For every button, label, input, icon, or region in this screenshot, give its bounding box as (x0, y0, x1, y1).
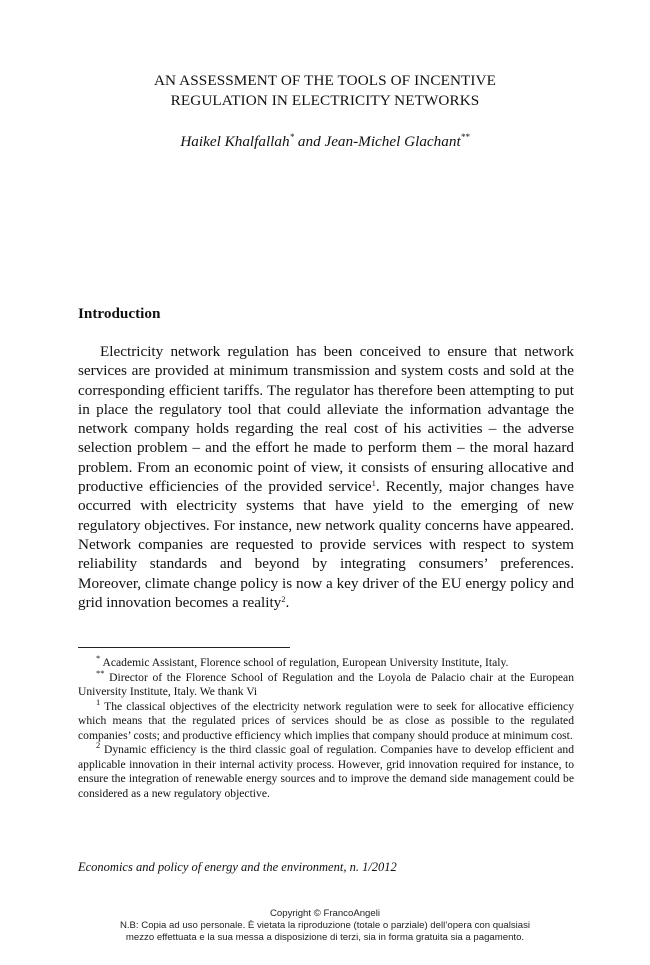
body-paragraph-1 (78, 342, 574, 612)
footnote-2 (78, 740, 574, 801)
footnote-ref-1: 1 (371, 478, 376, 489)
title-line-1: AN ASSESSMENT OF THE TOOLS OF INCENTIVE (153, 72, 496, 89)
copyright-line-1: Copyright © FrancoAngeli (270, 908, 380, 919)
footnote-author-1 (78, 653, 574, 671)
copyright-notice (0, 908, 650, 944)
authors-line (0, 133, 650, 151)
body-text-part-b: . Recently, major changes have occurred with electricity systems that have yield to the emerging of new regulatory objectives. For instance, new network quality concerns have appeared. Network companies are requested to provide services with respect to system reliability standards and beyond by integrating consumers’ preferences. Moreover, climate change policy is now a key driver of the EU energy policy and grid innovation becomes a reality (78, 478, 574, 611)
author-2-footnote-mark: ** (460, 132, 470, 142)
footnote-separator (78, 647, 290, 648)
footnote-text: Dynamic efficiency is the third classic goal of regulation. Companies have to develop efficient and applicable innovation in their internal activity process. However, grid innovation required for instance, to ensure the integration of renewable energy sources and to improve the demand side management could be considered as a new regulatory objective. (78, 743, 574, 800)
author-1-name: Haikel Khalfallah (180, 133, 290, 150)
footnote-mark: ** (96, 667, 105, 678)
paper-title (0, 71, 650, 111)
footnote-1 (78, 696, 574, 744)
author-2-name: Jean-Michel Glachant (324, 133, 461, 150)
footnote-mark: 2 (96, 740, 101, 750)
footnote-author-2 (78, 667, 574, 700)
journal-citation: Economics and policy of energy and the environment, n. 1/2012 (78, 860, 397, 874)
footnotes (78, 653, 574, 801)
title-line-2: REGULATION IN ELECTRICITY NETWORKS (170, 92, 480, 109)
authors-conjunction: and (294, 133, 325, 150)
copyright-line-2: N.B: Copia ad uso personale. È vietata la riproduzione (totale o parziale) dell’opera con qualsiasi (119, 920, 531, 931)
footnote-text: The classical objectives of the electricity network regulation were to seek for allocative efficiency which means that the regulated prices of services should be as close as possible to the regulated companies’ costs; and productive efficiency which implies that company should produce at minimum cost. (78, 699, 574, 742)
copyright-line-3: mezzo effettuata e la sua messa a disposizione di terzi, sia in forma gratuita sia a pagamento. (125, 932, 525, 943)
footnote-ref-2: 2 (281, 593, 286, 604)
body-text-part-a: Electricity network regulation has been conceived to ensure that network services are provided at minimum transmission and system costs and sold at the corresponding efficient tariffs. The regulator has therefore been attempting to put in place the regulatory tool that could alleviate the information advantage the network company holds regarding the real cost of his activities – the adverse selection problem – and the effort he made to perform them – the moral hazard problem. From an economic point of view, it consists of ensuring allocative and productive efficiencies of the provided service (78, 343, 574, 496)
footnote-text: Director of the Florence School of Regulation and the Loyola de Palacio chair at the European University Institute, Italy. We thank Vi (78, 670, 574, 698)
body-text-part-c: . (285, 593, 290, 611)
body-text (78, 342, 574, 612)
author-1-footnote-mark: * (289, 132, 295, 142)
footnote-mark: 1 (96, 696, 101, 707)
footnote-text: Academic Assistant, Florence school of regulation, European University Institute, Italy. (100, 656, 509, 669)
section-heading: Introduction (78, 305, 161, 322)
footnote-mark: * (96, 653, 101, 663)
